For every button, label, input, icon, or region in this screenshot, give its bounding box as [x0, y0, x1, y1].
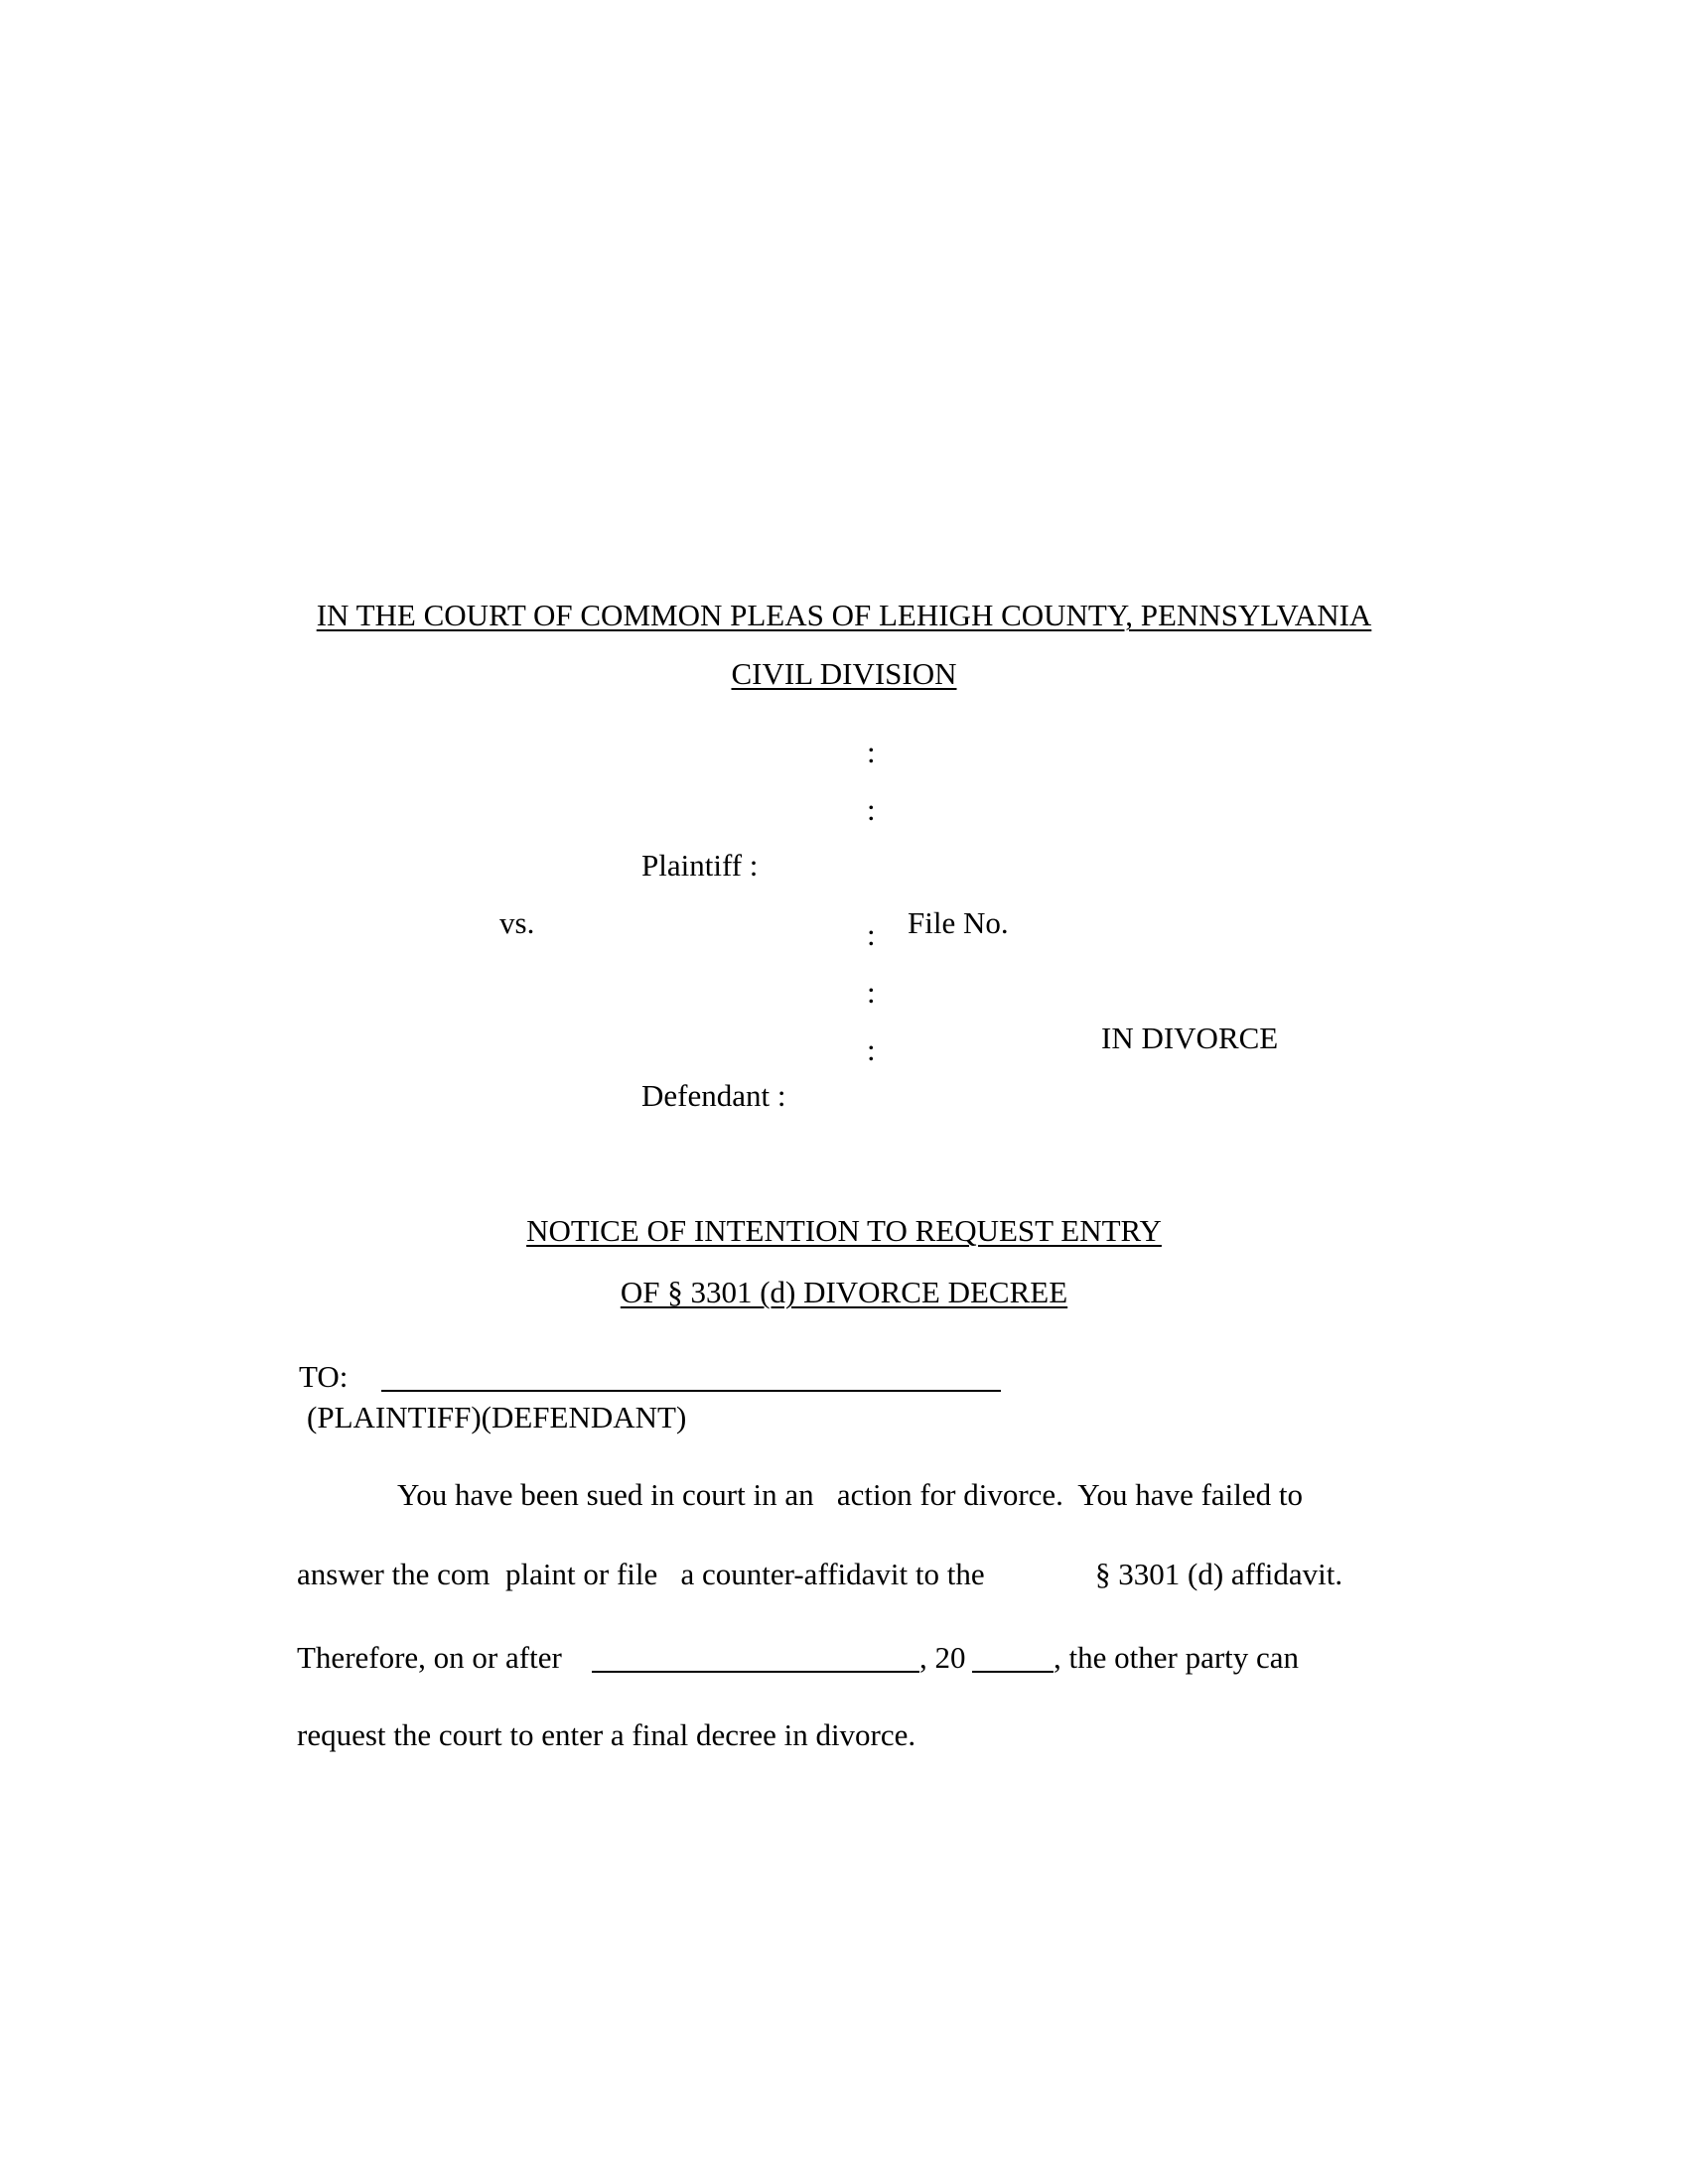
defendant-label: Defendant :: [641, 1078, 786, 1113]
division-heading: CIVIL DIVISION: [731, 656, 957, 691]
party-hint: (PLAINTIFF)(DEFENDANT): [307, 1400, 687, 1434]
caption-colon: :: [867, 975, 876, 1010]
caption-colon: :: [867, 792, 876, 827]
body-line-3b: , 20: [919, 1640, 966, 1675]
to-label: TO:: [299, 1359, 349, 1394]
plaintiff-label: Plaintiff :: [641, 848, 759, 883]
notice-title-line2: OF § 3301 (d) DIVORCE DECREE: [620, 1275, 1068, 1309]
vs-label: vs.: [499, 905, 535, 940]
date-blank-line[interactable]: [592, 1671, 919, 1673]
body-line-2b: § 3301 (d) affidavit.: [1095, 1557, 1343, 1591]
body-line-2a: answer the com plaint or file a counter-affidavit to the: [297, 1557, 985, 1591]
caption-colon: :: [867, 1032, 876, 1067]
in-divorce-label: IN DIVORCE: [1101, 1021, 1279, 1055]
file-no-label: File No.: [908, 905, 1009, 940]
body-line-4: request the court to enter a final decree in divorce.: [297, 1717, 916, 1752]
body-line-3c: , the other party can: [1054, 1640, 1300, 1675]
caption-colon: :: [867, 735, 876, 769]
caption-colon: :: [867, 917, 876, 952]
addressee-blank-line[interactable]: [381, 1390, 1001, 1392]
year-blank-line[interactable]: [972, 1671, 1054, 1673]
body-line-3a: Therefore, on or after: [297, 1640, 562, 1675]
notice-title-line1: NOTICE OF INTENTION TO REQUEST ENTRY: [526, 1213, 1162, 1248]
court-heading: IN THE COURT OF COMMON PLEAS OF LEHIGH COUNTY, PENNSYLVANIA: [316, 598, 1372, 632]
body-line-1: You have been sued in court in an action for divorce. You have failed to: [397, 1477, 1304, 1512]
